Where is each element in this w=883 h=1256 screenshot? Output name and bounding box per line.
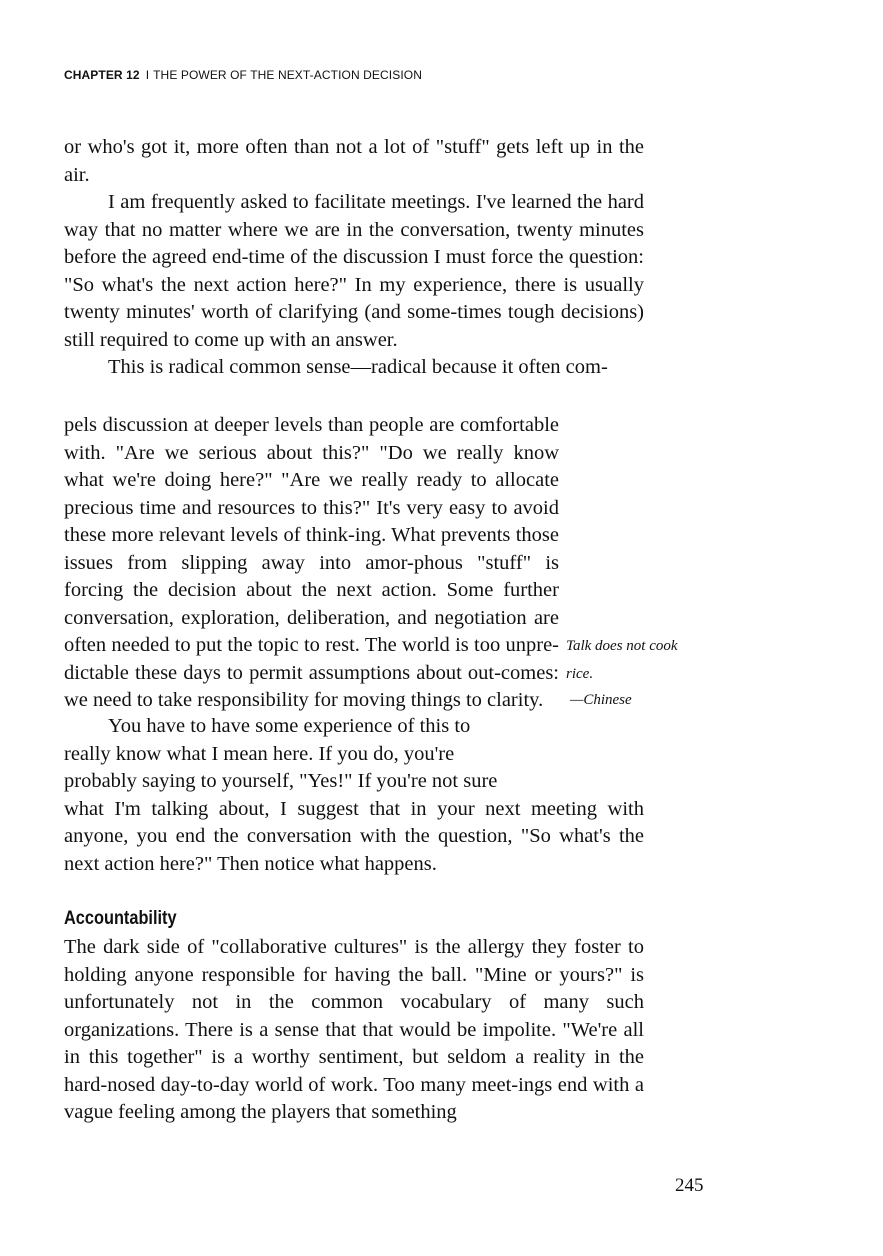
- paragraph-experience-line-2: really know what I mean here. If you do, you're: [64, 742, 455, 765]
- page-number: 245: [675, 1175, 704, 1196]
- chapter-label: CHAPTER 12: [64, 68, 140, 82]
- header-separator: I: [145, 68, 150, 82]
- paragraph-experience-rest: what I'm talking about, I suggest that in your next meeting with anyone, you end the conversation with the question, "So what's the next action here?" Then notice what happens.: [64, 797, 644, 875]
- paragraph-experience-line-3: probably saying to yourself, "Yes!" If you're not sure: [64, 770, 498, 792]
- paragraph-radical-common-sense-first-line: This is radical common sense—radical because it often com-: [108, 356, 608, 378]
- body-block-middle: [64, 412, 644, 715]
- margin-quote-attribution: —Chinese: [570, 692, 632, 708]
- paragraph-radical-common-sense-rest: pels discussion at deeper levels than people are comfortable with. "Are we serious about this?" "Do we really know what we're doing here?" "Are we really ready to allocate precious time and resources to this?" It's very easy to avoid these more relevant levels of think-ing. What prevents those issues from slipping away into amor-phous "stuff" is forcing the decision about the next action. Some further conversation, exploration, deliberation, and negotiation are often needed to put the topic to rest. The world is too unpre-dictable these days to permit assumptions about out-comes: we need to take responsibility for moving things to clarity.: [64, 414, 559, 711]
- body-block-accountability: [64, 934, 644, 1127]
- running-head: [64, 68, 422, 82]
- margin-quote-text: Talk does not cook rice.: [566, 638, 678, 682]
- chapter-title: THE POWER OF THE NEXT-ACTION DECISION: [153, 68, 422, 82]
- body-block-experience: [64, 713, 644, 878]
- body-block-top: [64, 134, 644, 382]
- paragraph-accountability: The dark side of "collaborative cultures" is the allergy they foster to holding anyone responsible for having the ball. "Mine or yours?" is unfortunately not in the common vocabulary of many such organizations. There is a sense that that would be impolite. "We're all in this together" is a worthy sentiment, but seldom a reality in the hard-nosed day-to-day world of work. Too many meet-ings end with a vague feeling among the players that something: [64, 936, 644, 1123]
- section-heading-accountability: Accountability: [64, 908, 177, 929]
- paragraph-facilitate-meetings: I am frequently asked to facilitate meetings. I've learned the hard way that no matter where we are in the conversation, twenty minutes before the agreed end-time of the discussion I must force the question: "So what's the next action here?" In my experience, there is usually twenty minutes' worth of clarifying (and some-times tough decisions) still required to come up with an answer.: [64, 191, 644, 351]
- paragraph-experience-line-1: You have to have some experience of this to: [108, 715, 471, 737]
- margin-quote: [566, 633, 696, 711]
- paragraph-continuation: or who's got it, more often than not a lot of "stuff" gets left up in the air.: [64, 136, 644, 186]
